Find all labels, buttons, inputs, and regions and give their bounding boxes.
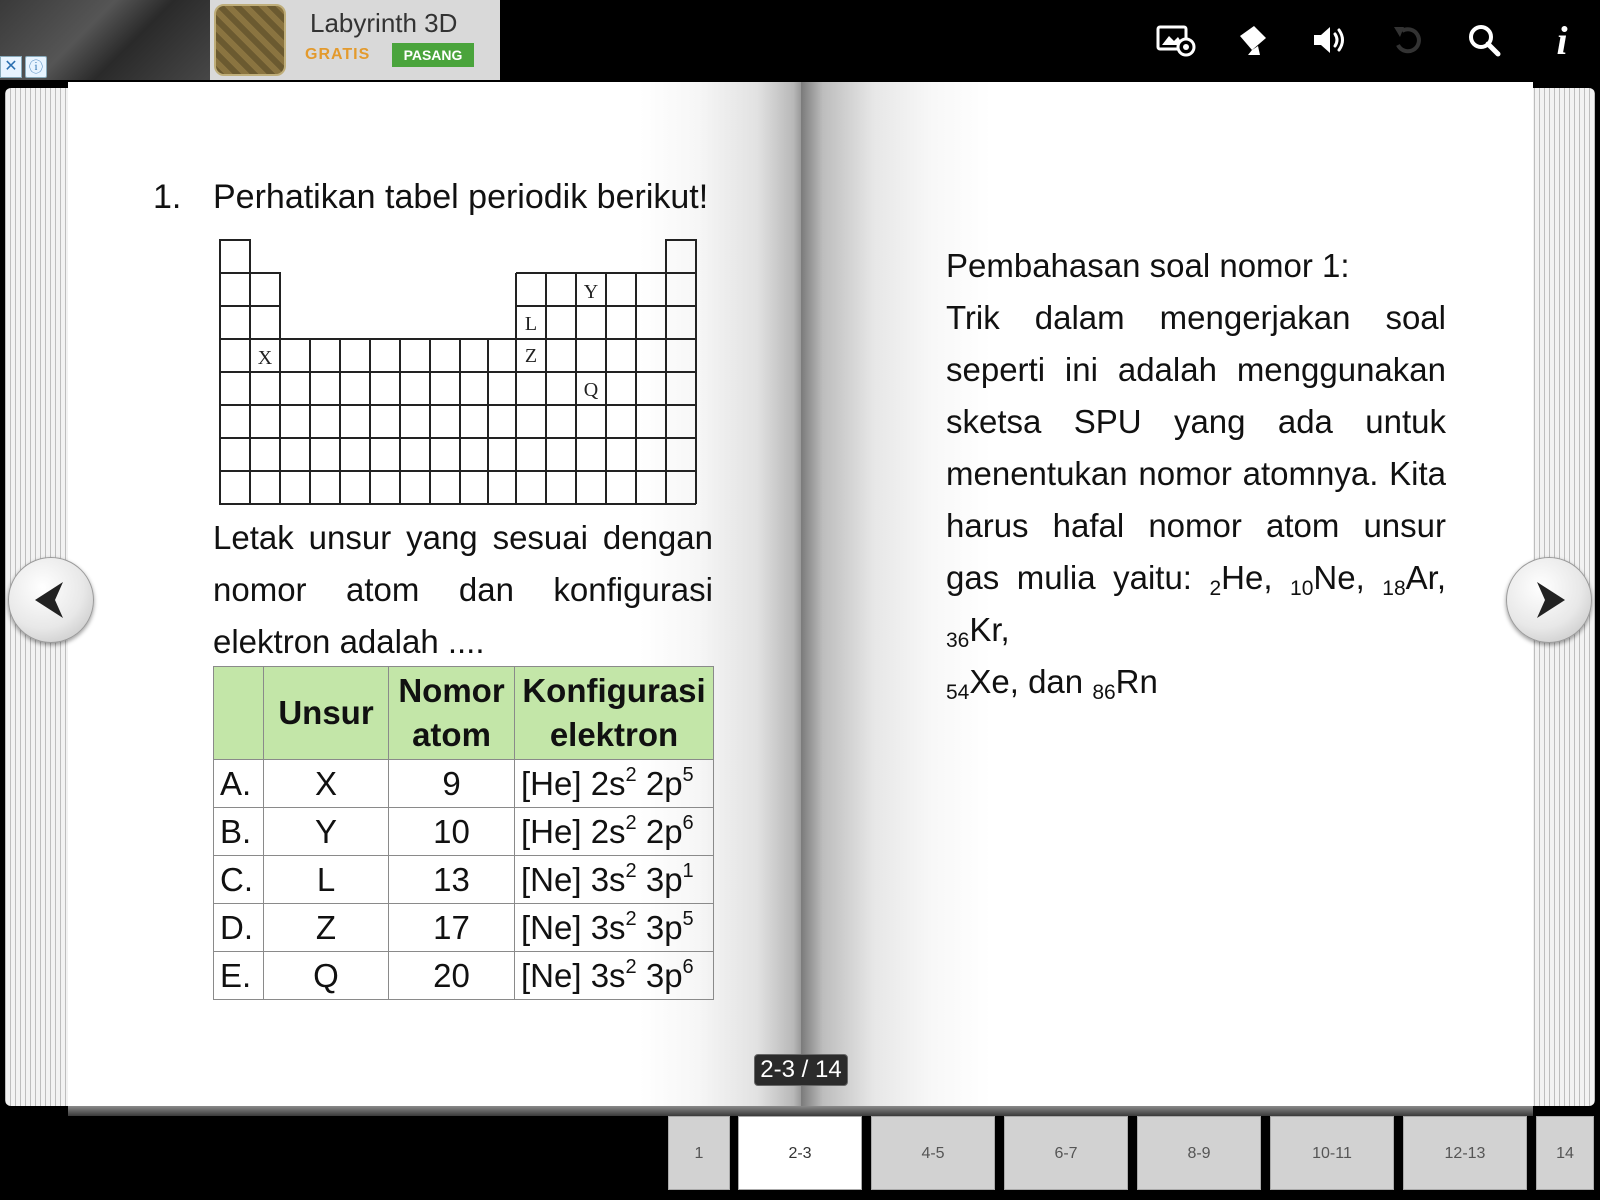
config-sup: 1 [682, 859, 694, 882]
config-sup: 2 [625, 763, 637, 786]
discussion-body: Trik dalam mengerjakan soal seperti ini adalah menggunakan sketsa SPU yang ada untuk menentukan nomor atomnya. Kita harus hafal nomor atom unsur gas mulia yaitu: [946, 299, 1446, 596]
ad-title[interactable]: Labyrinth 3D [310, 8, 458, 38]
option-unsur: X [264, 760, 389, 808]
ad-info-icon[interactable]: ⓘ [25, 56, 47, 78]
ad-app-icon[interactable] [214, 4, 286, 76]
table-header-unsur: Unsur [264, 667, 389, 760]
table-header-konfigurasi: Konfigurasi elektron [515, 667, 714, 760]
question-number: 1. [153, 178, 182, 216]
answer-options-table [213, 666, 714, 1000]
option-letter: D. [214, 904, 264, 952]
option-nomor: 17 [389, 904, 515, 952]
option-letter: E. [214, 952, 264, 1000]
highlighter-icon[interactable] [1230, 18, 1274, 62]
ad-price: GRATIS [305, 46, 371, 63]
periodic-label-x: X [257, 347, 273, 369]
config-sup: 6 [682, 811, 694, 834]
book-bottom-edge [68, 1106, 1533, 1116]
table-header-empty [214, 667, 264, 760]
table-row [214, 904, 714, 952]
volume-icon[interactable] [1308, 18, 1352, 62]
option-unsur: Y [264, 808, 389, 856]
discussion-heading: Pembahasan soal nomor 1: [946, 247, 1350, 284]
thumbnail-page[interactable]: 6-7 [1004, 1116, 1128, 1190]
discussion-last-line [946, 656, 1446, 708]
gas-symbol: Kr [969, 611, 1001, 648]
table-header-nomor: Nomor atom [389, 667, 515, 760]
config-sup: 5 [682, 907, 694, 930]
config-sup: 5 [682, 763, 694, 786]
thumbnail-page[interactable]: 4-5 [871, 1116, 995, 1190]
config-mid: 3p [636, 956, 683, 994]
gas-symbol: Xe [969, 663, 1010, 700]
option-nomor: 20 [389, 952, 515, 1000]
gas-separator: , [1263, 559, 1291, 596]
option-unsur: L [264, 856, 389, 904]
ad-install-button[interactable]: PASANG [392, 43, 474, 67]
option-config [515, 760, 714, 808]
gas-number: 10 [1290, 577, 1314, 600]
option-nomor: 10 [389, 808, 515, 856]
table-header-row [214, 667, 714, 760]
gas-symbol: He [1221, 559, 1264, 596]
gas-separator: , [1000, 611, 1010, 648]
undo-icon[interactable] [1386, 18, 1430, 62]
option-config [515, 952, 714, 1000]
option-letter: C. [214, 856, 264, 904]
config-sup: 2 [625, 907, 637, 930]
question-title: Perhatikan tabel periodik berikut! [213, 178, 709, 216]
ad-banner[interactable] [210, 0, 500, 80]
gas-number: 86 [1092, 681, 1116, 704]
table-row [214, 856, 714, 904]
option-letter: B. [214, 808, 264, 856]
config-base: [Ne] 3s [521, 908, 626, 946]
config-sup: 2 [625, 811, 637, 834]
arrow-right-icon [1527, 578, 1571, 622]
gas-number: 54 [946, 681, 970, 704]
previous-page-button[interactable] [8, 557, 94, 643]
periodic-label-y: Y [583, 281, 599, 303]
option-config [515, 808, 714, 856]
thumbnail-page-active[interactable]: 2-3 [738, 1116, 862, 1190]
discussion-text [946, 240, 1446, 708]
periodic-label-q: Q [583, 379, 599, 401]
option-config [515, 856, 714, 904]
search-icon[interactable] [1462, 18, 1506, 62]
option-config [515, 904, 714, 952]
gas-symbol: Rn [1115, 663, 1158, 700]
gas-number: 36 [946, 629, 970, 652]
periodic-label-z: Z [524, 345, 538, 367]
gallery-settings-icon[interactable] [1154, 18, 1198, 62]
config-base: [He] 2s [521, 764, 626, 802]
thumbnail-page[interactable]: 10-11 [1270, 1116, 1394, 1190]
option-nomor: 9 [389, 760, 515, 808]
config-mid: 3p [636, 908, 683, 946]
thumbnail-page[interactable]: 1 [668, 1116, 730, 1190]
config-mid: 2p [636, 812, 683, 850]
thumbnail-page[interactable]: 12-13 [1403, 1116, 1527, 1190]
info-icon[interactable]: i [1556, 17, 1568, 63]
gas-separator: , [1355, 559, 1383, 596]
config-sup: 2 [625, 955, 637, 978]
config-base: [Ne] 3s [521, 956, 626, 994]
periodic-label-l: L [524, 313, 538, 335]
next-page-button[interactable] [1506, 557, 1592, 643]
config-base: [Ne] 3s [521, 860, 626, 898]
option-unsur: Z [264, 904, 389, 952]
table-row [214, 952, 714, 1000]
option-unsur: Q [264, 952, 389, 1000]
option-nomor: 13 [389, 856, 515, 904]
ad-close-icon[interactable]: ✕ [0, 56, 22, 78]
arrow-left-icon [29, 578, 73, 622]
gas-symbol: Ne [1313, 559, 1356, 596]
page-indicator: 2-3 / 14 [754, 1054, 848, 1086]
config-mid: 3p [636, 860, 683, 898]
gas-number: 18 [1382, 577, 1406, 600]
thumbnail-page[interactable]: 8-9 [1137, 1116, 1261, 1190]
gas-number: 2 [1209, 577, 1222, 600]
discussion-paragraph [946, 292, 1446, 656]
config-base: [He] 2s [521, 812, 626, 850]
table-row [214, 808, 714, 856]
gas-conjunction: , dan [1009, 663, 1093, 700]
config-mid: 2p [636, 764, 683, 802]
thumbnail-page[interactable]: 14 [1536, 1116, 1594, 1190]
table-row [214, 760, 714, 808]
option-letter: A. [214, 760, 264, 808]
periodic-table-sketch [218, 236, 704, 508]
ad-background[interactable] [0, 0, 210, 80]
config-sup: 6 [682, 955, 694, 978]
gas-symbol: Ar [1405, 559, 1437, 596]
config-sup: 2 [625, 859, 637, 882]
question-text: Letak unsur yang sesuai dengan nomor atom dan konfigurasi elektron adalah .... [213, 519, 713, 660]
gas-separator: , [1436, 559, 1446, 596]
